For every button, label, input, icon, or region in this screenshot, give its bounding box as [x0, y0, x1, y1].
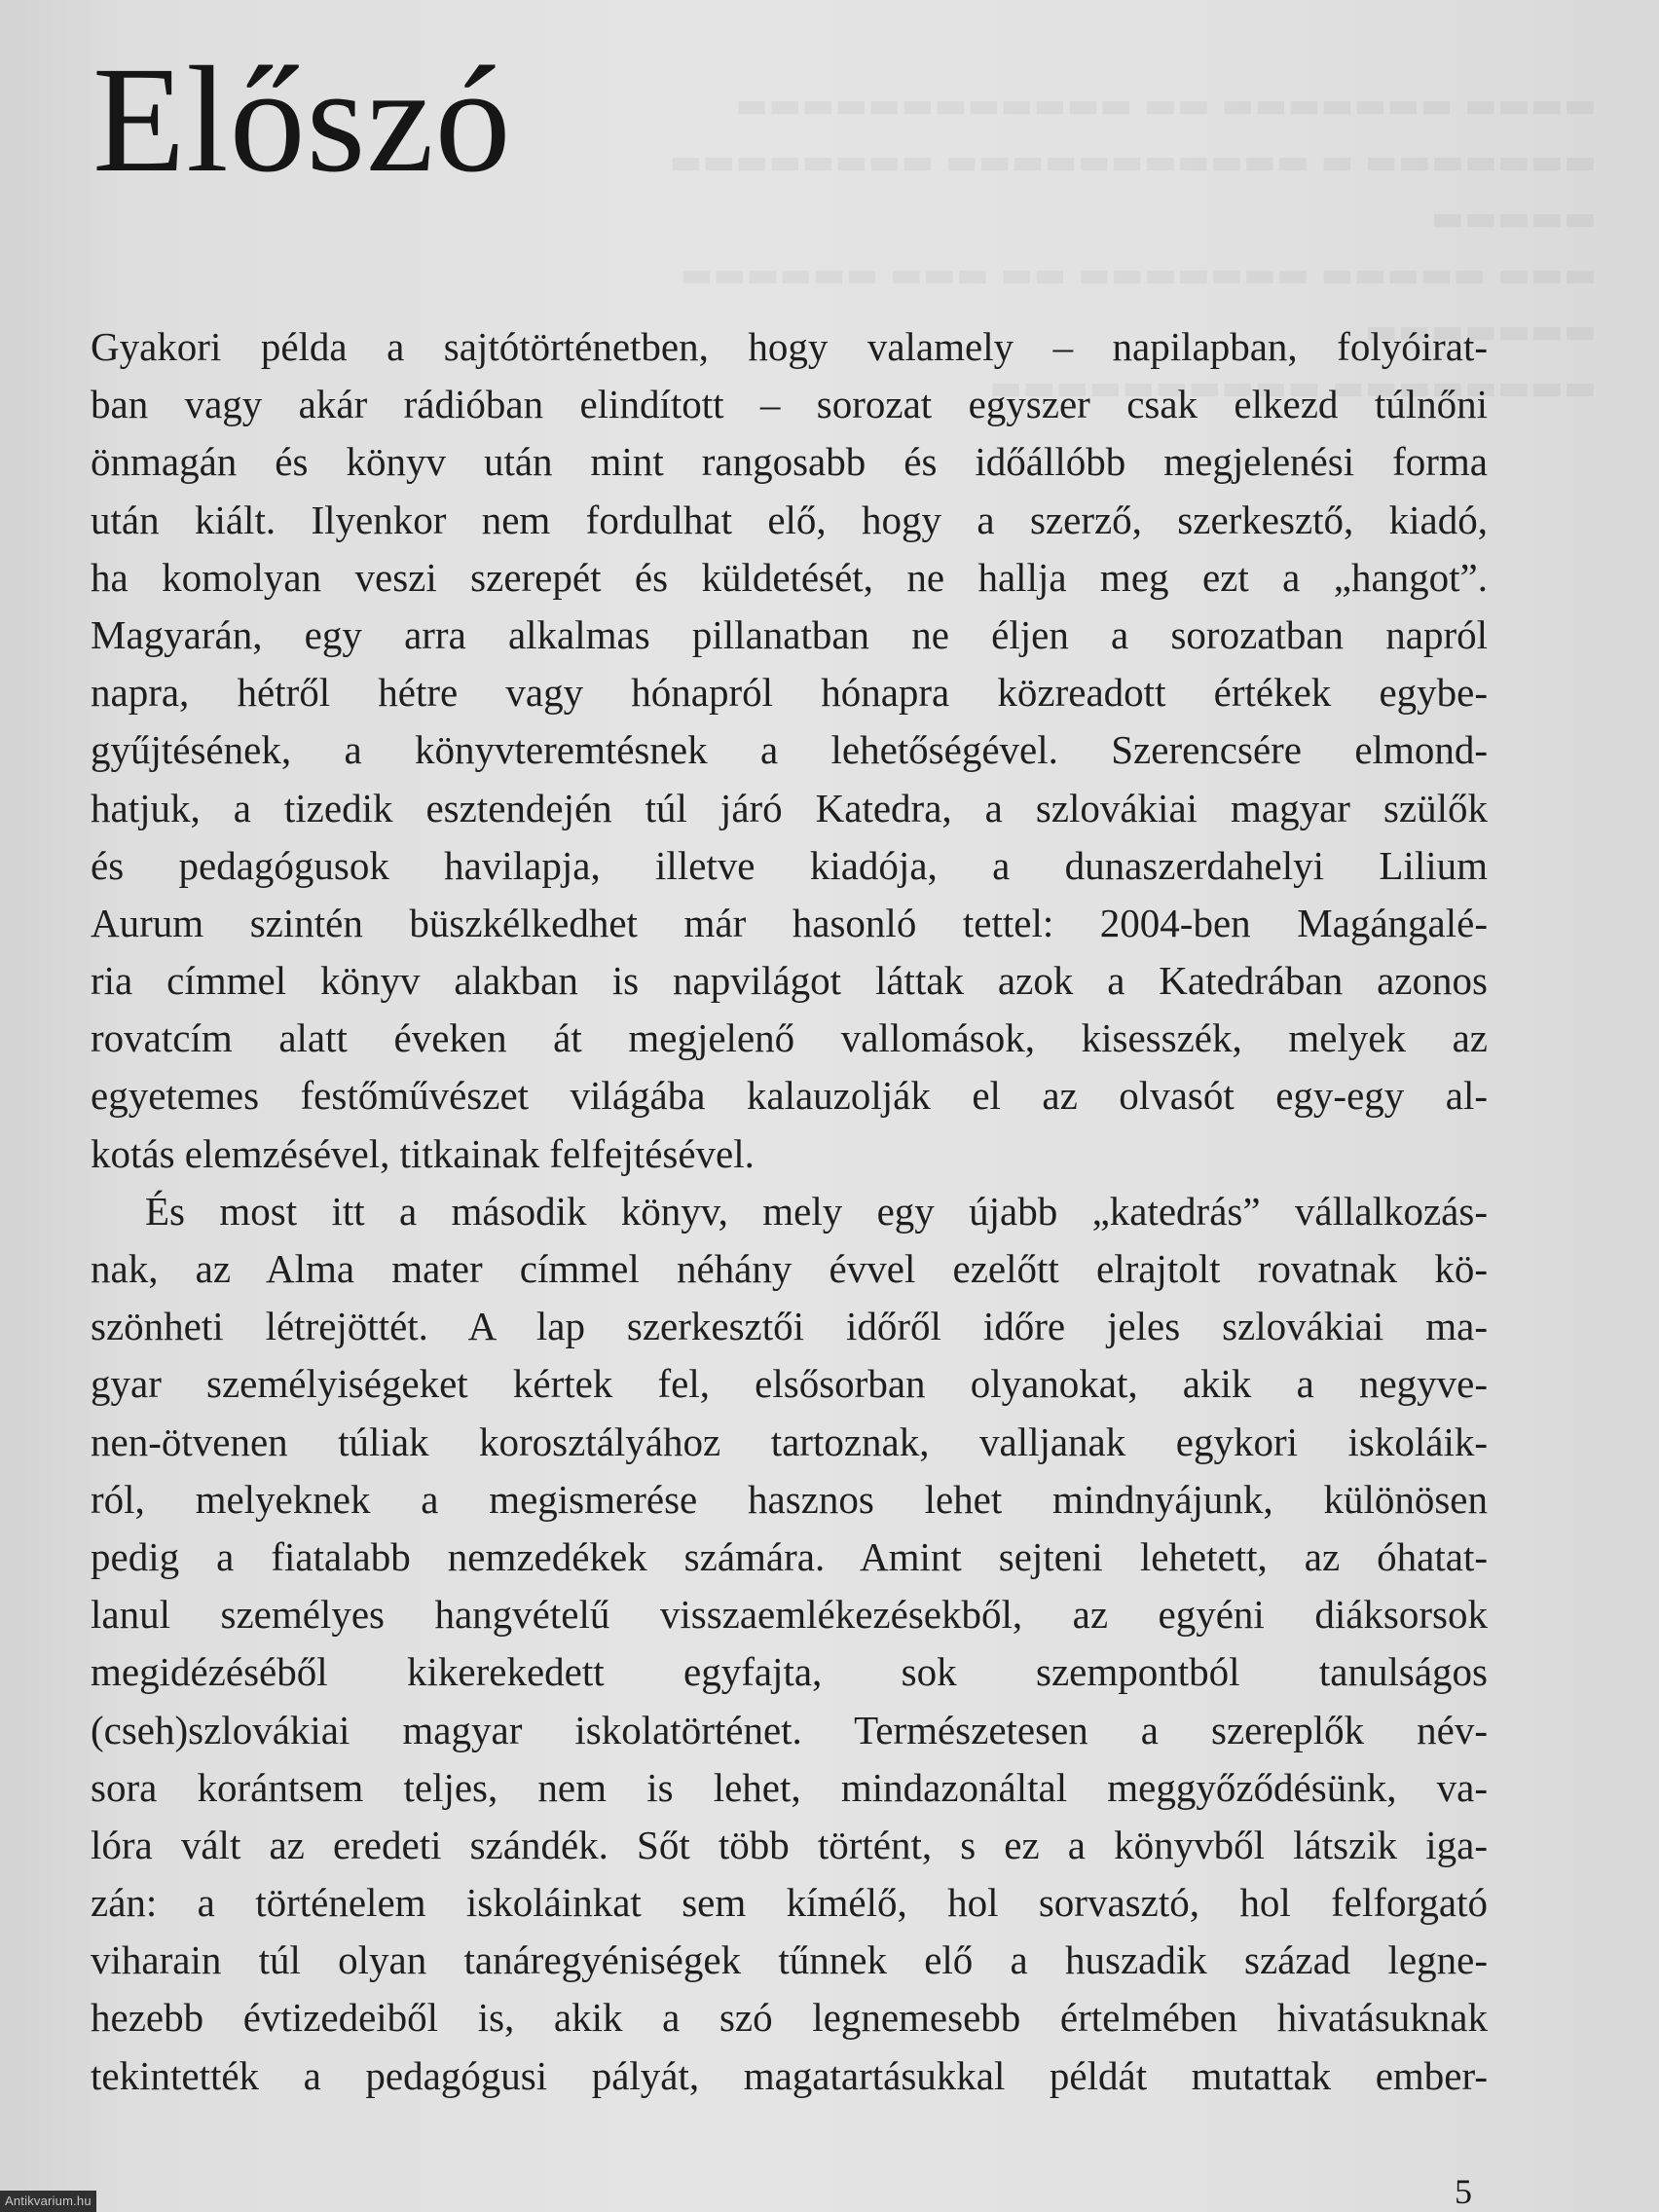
text-line: megidézéséből kikerekedett egyfajta, sok szempontból tanulságos	[91, 1649, 1488, 1695]
text-line: viharain túl olyan tanáregyéniségek tűnnek elő a huszadik század legne-	[91, 1937, 1488, 1983]
text-line: hatjuk, a tizedik esztendején túl járó Katedra, a szlovákiai magyar szülők	[91, 785, 1488, 830]
text-line: tekintették a pedagógusi pályát, magatartásukkal példát mutattak ember-	[91, 2052, 1488, 2098]
text-line: szönheti létrejöttét. A lap szerkesztői időről időre jeles szlovákiai ma-	[91, 1304, 1488, 1349]
text-line: rovatcím alatt éveken át megjelenő vallomások, kisesszék, melyek az	[91, 1015, 1488, 1061]
text-line: nen-ötvenen túliak korosztályához tartoznak, valljanak egykori iskoláik-	[91, 1419, 1488, 1464]
text-line: önmagán és könyv után mint rangosabb és időállóbb megjelenési forma	[91, 439, 1488, 485]
text-line: Magyarán, egy arra alkalmas pillanatban ne éljen a sorozatban napról	[91, 611, 1488, 657]
text-line: És most itt a második könyv, mely egy újabb „katedrás” vállalkozás-	[145, 1188, 1488, 1234]
text-line: gyűjtésének, a könyvteremtésnek a lehetőségével. Szerencsére elmond-	[91, 727, 1488, 773]
text-line: lóra vált az eredeti szándék. Sőt több történt, s ez a könyvből látszik iga-	[91, 1822, 1488, 1867]
text-line: lanul személyes hangvételű visszaemlékezésekből, az egyéni diáksorsok	[91, 1592, 1488, 1638]
text-line: ria címmel könyv alakban is napvilágot láttak azok a Katedrában azonos	[91, 958, 1488, 1004]
text-line: kotás elemzésével, titkainak felfejtésével.	[91, 1130, 755, 1176]
text-line: után kiált. Ilyenkor nem fordulhat elő, hogy a szerző, szerkesztő, kiadó,	[91, 497, 1488, 542]
watermark: Antikvarium.hu	[0, 2191, 96, 2212]
text-line: napra, hétről hétre vagy hónapról hónapra közreadott értékek egybe-	[91, 670, 1488, 716]
text-line: (cseh)szlovákiai magyar iskolatörténet. Természetesen a szereplők név-	[91, 1707, 1488, 1752]
text-line: Gyakori példa a sajtótörténetben, hogy valamely – napilapban, folyóirat-	[91, 324, 1488, 369]
text-line: ha komolyan veszi szerepét és küldetését, ne hallja meg ezt a „hangot”.	[91, 554, 1488, 600]
text-line: hezebb évtizedeiből is, akik a szó legnemesebb értelmében hivatásuknak	[91, 1995, 1488, 2041]
chapter-title: Előszó	[92, 35, 512, 203]
body-text	[91, 318, 1488, 2105]
text-line: zán: a történelem iskoláinkat sem kímélő, hol sorvasztó, hol felforgató	[91, 1880, 1488, 1926]
text-line: és pedagógusok havilapja, illetve kiadója, a dunaszerdahelyi Lilium	[91, 842, 1488, 888]
text-line: pedig a fiatalabb nemzedékek számára. Amint sejteni lehetett, az óhatat-	[91, 1533, 1488, 1579]
text-line: sora korántsem teljes, nem is lehet, mindazonáltal meggyőződésünk, va-	[91, 1764, 1488, 1810]
text-line: egyetemes festőművészet világába kalauzolják el az olvasót egy-egy al-	[91, 1073, 1488, 1119]
page-number: 5	[1455, 2172, 1472, 2211]
text-line: nak, az Alma mater címmel néhány évvel ezelőtt elrajtolt rovatnak kö-	[91, 1246, 1488, 1291]
text-line: gyar személyiségeket kértek fel, elsősorban olyanokat, akik a negyve-	[91, 1361, 1488, 1407]
text-line: ról, melyeknek a megismerése hasznos lehet mindnyájunk, különösen	[91, 1476, 1488, 1522]
text-line: ban vagy akár rádióban elindított – sorozat egyszer csak elkezd túlnőni	[91, 382, 1488, 427]
text-line: Aurum szintén büszkélkedhet már hasonló tettel: 2004-ben Magángalé-	[91, 900, 1488, 945]
